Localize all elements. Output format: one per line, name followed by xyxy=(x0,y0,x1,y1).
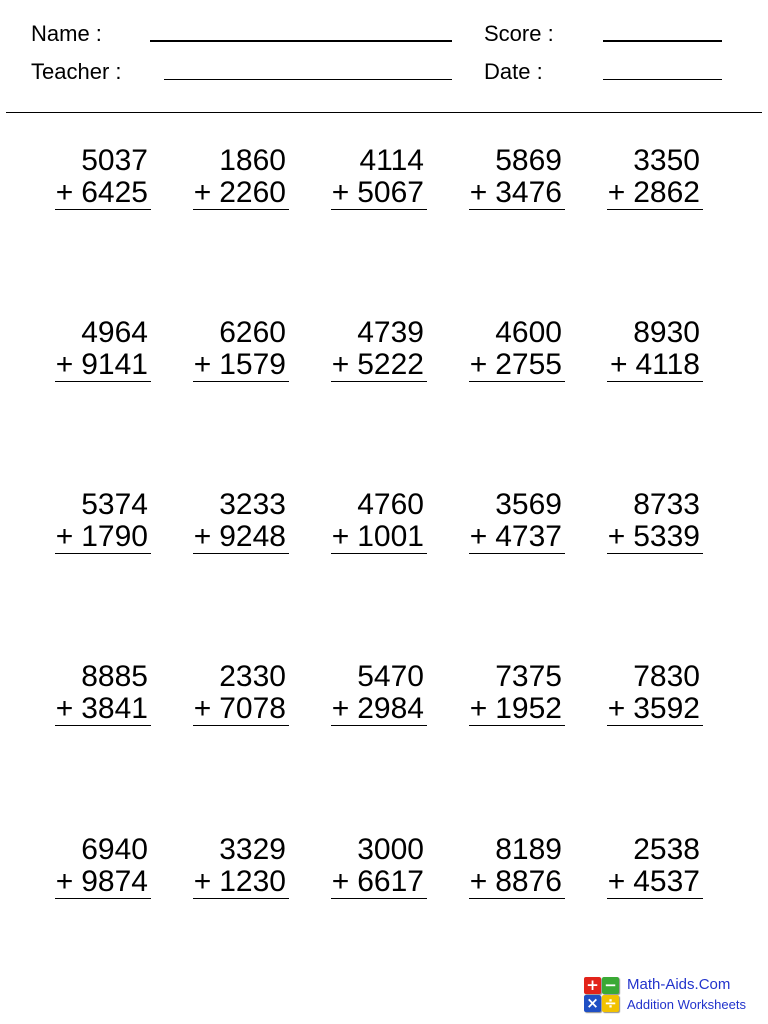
top-addend: 6940 xyxy=(81,833,148,866)
top-addend: 8930 xyxy=(633,316,700,349)
bottom-addend-row xyxy=(331,866,424,898)
problem-5 xyxy=(607,145,703,210)
top-addend: 8189 xyxy=(495,833,562,866)
teacher-label: Teacher : xyxy=(31,59,122,84)
bottom-addend: 1790 xyxy=(81,520,148,553)
divide-tile-icon: ÷ xyxy=(602,995,619,1012)
plus-sign: + xyxy=(469,176,488,209)
bottom-addend: 8876 xyxy=(495,865,562,898)
bottom-addend-row xyxy=(55,693,148,725)
bottom-addend-row xyxy=(331,177,424,209)
bottom-addend: 2862 xyxy=(633,176,700,209)
top-addend: 3000 xyxy=(357,833,424,866)
top-addend: 7830 xyxy=(633,660,700,693)
bottom-addend-row xyxy=(607,177,700,209)
bottom-addend-row xyxy=(331,693,424,725)
problem-10 xyxy=(607,317,703,382)
top-addend: 2538 xyxy=(633,833,700,866)
bottom-addend-row xyxy=(469,177,562,209)
problem-7 xyxy=(193,317,289,382)
score-label: Score : xyxy=(484,21,554,46)
minus-tile-icon: − xyxy=(602,977,619,994)
plus-tile-icon: + xyxy=(584,977,601,994)
plus-sign: + xyxy=(607,176,626,209)
bottom-addend-row xyxy=(55,349,148,381)
bottom-addend-row xyxy=(193,693,286,725)
problem-1 xyxy=(55,145,151,210)
plus-sign: + xyxy=(193,176,212,209)
bottom-addend-row xyxy=(469,866,562,898)
top-addend: 5869 xyxy=(495,144,562,177)
top-addend: 4760 xyxy=(357,488,424,521)
top-addend: 3569 xyxy=(495,488,562,521)
bottom-addend: 3592 xyxy=(633,692,700,725)
top-addend: 8885 xyxy=(81,660,148,693)
bottom-addend: 1230 xyxy=(219,865,286,898)
plus-sign: + xyxy=(607,865,626,898)
top-addend: 2330 xyxy=(219,660,286,693)
plus-sign: + xyxy=(193,692,212,725)
name-label: Name : xyxy=(31,21,102,46)
problem-18 xyxy=(331,661,427,726)
top-addend: 5470 xyxy=(357,660,424,693)
bottom-addend-row xyxy=(469,521,562,553)
bottom-addend-row xyxy=(607,866,700,898)
problem-15 xyxy=(607,489,703,554)
bottom-addend: 1952 xyxy=(495,692,562,725)
bottom-addend: 1579 xyxy=(219,348,286,381)
bottom-addend: 9874 xyxy=(81,865,148,898)
bottom-addend: 3476 xyxy=(495,176,562,209)
bottom-addend-row xyxy=(193,349,286,381)
problem-19 xyxy=(469,661,565,726)
date-label: Date : xyxy=(484,59,543,84)
worksheet-type-caption: Addition Worksheets xyxy=(627,997,746,1012)
bottom-addend: 6425 xyxy=(81,176,148,209)
plus-sign: + xyxy=(55,865,74,898)
bottom-addend: 9248 xyxy=(219,520,286,553)
bottom-addend-row xyxy=(607,693,700,725)
top-addend: 4600 xyxy=(495,316,562,349)
top-addend: 6260 xyxy=(219,316,286,349)
plus-sign: + xyxy=(469,348,488,381)
plus-sign: + xyxy=(55,348,74,381)
plus-sign: + xyxy=(55,520,74,553)
problem-24 xyxy=(469,834,565,899)
bottom-addend: 2260 xyxy=(219,176,286,209)
bottom-addend: 2755 xyxy=(495,348,562,381)
bottom-addend: 5339 xyxy=(633,520,700,553)
problem-14 xyxy=(469,489,565,554)
name-blank-line xyxy=(150,40,452,42)
problem-9 xyxy=(469,317,565,382)
problem-6 xyxy=(55,317,151,382)
plus-sign: + xyxy=(55,176,74,209)
bottom-addend-row xyxy=(331,349,424,381)
problem-22 xyxy=(193,834,289,899)
top-addend: 3233 xyxy=(219,488,286,521)
problem-21 xyxy=(55,834,151,899)
bottom-addend: 1001 xyxy=(357,520,424,553)
problem-12 xyxy=(193,489,289,554)
bottom-addend-row xyxy=(607,349,700,381)
header-divider xyxy=(6,112,762,113)
bottom-addend-row xyxy=(469,349,562,381)
teacher-blank-line xyxy=(164,79,452,80)
top-addend: 4114 xyxy=(359,144,424,177)
top-addend: 5374 xyxy=(81,488,148,521)
bottom-addend-row xyxy=(55,521,148,553)
plus-sign: + xyxy=(469,865,488,898)
problem-13 xyxy=(331,489,427,554)
bottom-addend: 2984 xyxy=(357,692,424,725)
bottom-addend: 4737 xyxy=(495,520,562,553)
bottom-addend: 5067 xyxy=(357,176,424,209)
top-addend: 4739 xyxy=(357,316,424,349)
bottom-addend: 4118 xyxy=(635,348,700,381)
bottom-addend-row xyxy=(193,521,286,553)
top-addend: 1860 xyxy=(219,144,286,177)
top-addend: 3350 xyxy=(633,144,700,177)
top-addend: 3329 xyxy=(219,833,286,866)
date-blank-line xyxy=(603,79,722,80)
problem-3 xyxy=(331,145,427,210)
plus-sign: + xyxy=(331,692,350,725)
bottom-addend-row xyxy=(55,177,148,209)
problem-25 xyxy=(607,834,703,899)
plus-sign: + xyxy=(55,692,74,725)
plus-sign: + xyxy=(331,176,350,209)
top-addend: 8733 xyxy=(633,488,700,521)
problem-17 xyxy=(193,661,289,726)
bottom-addend-row xyxy=(55,866,148,898)
plus-sign: + xyxy=(469,520,488,553)
plus-sign: + xyxy=(469,692,488,725)
problem-16 xyxy=(55,661,151,726)
bottom-addend: 9141 xyxy=(81,348,148,381)
bottom-addend: 4537 xyxy=(633,865,700,898)
problem-4 xyxy=(469,145,565,210)
plus-sign: + xyxy=(193,865,212,898)
bottom-addend: 7078 xyxy=(219,692,286,725)
bottom-addend-row xyxy=(193,866,286,898)
score-blank-line xyxy=(603,40,722,42)
plus-sign: + xyxy=(193,520,212,553)
times-tile-icon: × xyxy=(584,995,601,1012)
plus-sign: + xyxy=(607,520,626,553)
bottom-addend-row xyxy=(193,177,286,209)
bottom-addend-row xyxy=(469,693,562,725)
top-addend: 5037 xyxy=(81,144,148,177)
bottom-addend: 6617 xyxy=(357,865,424,898)
bottom-addend-row xyxy=(607,521,700,553)
plus-sign: + xyxy=(607,692,626,725)
plus-sign: + xyxy=(331,348,350,381)
problem-8 xyxy=(331,317,427,382)
bottom-addend: 3841 xyxy=(81,692,148,725)
problem-2 xyxy=(193,145,289,210)
plus-sign: + xyxy=(609,348,628,381)
bottom-addend: 5222 xyxy=(357,348,424,381)
math-operators-logo-icon xyxy=(584,977,620,1013)
top-addend: 7375 xyxy=(495,660,562,693)
top-addend: 4964 xyxy=(81,316,148,349)
plus-sign: + xyxy=(331,520,350,553)
problem-11 xyxy=(55,489,151,554)
problem-23 xyxy=(331,834,427,899)
bottom-addend-row xyxy=(331,521,424,553)
plus-sign: + xyxy=(193,348,212,381)
plus-sign: + xyxy=(331,865,350,898)
brand-link[interactable]: Math-Aids.Com xyxy=(627,976,731,993)
problem-20 xyxy=(607,661,703,726)
